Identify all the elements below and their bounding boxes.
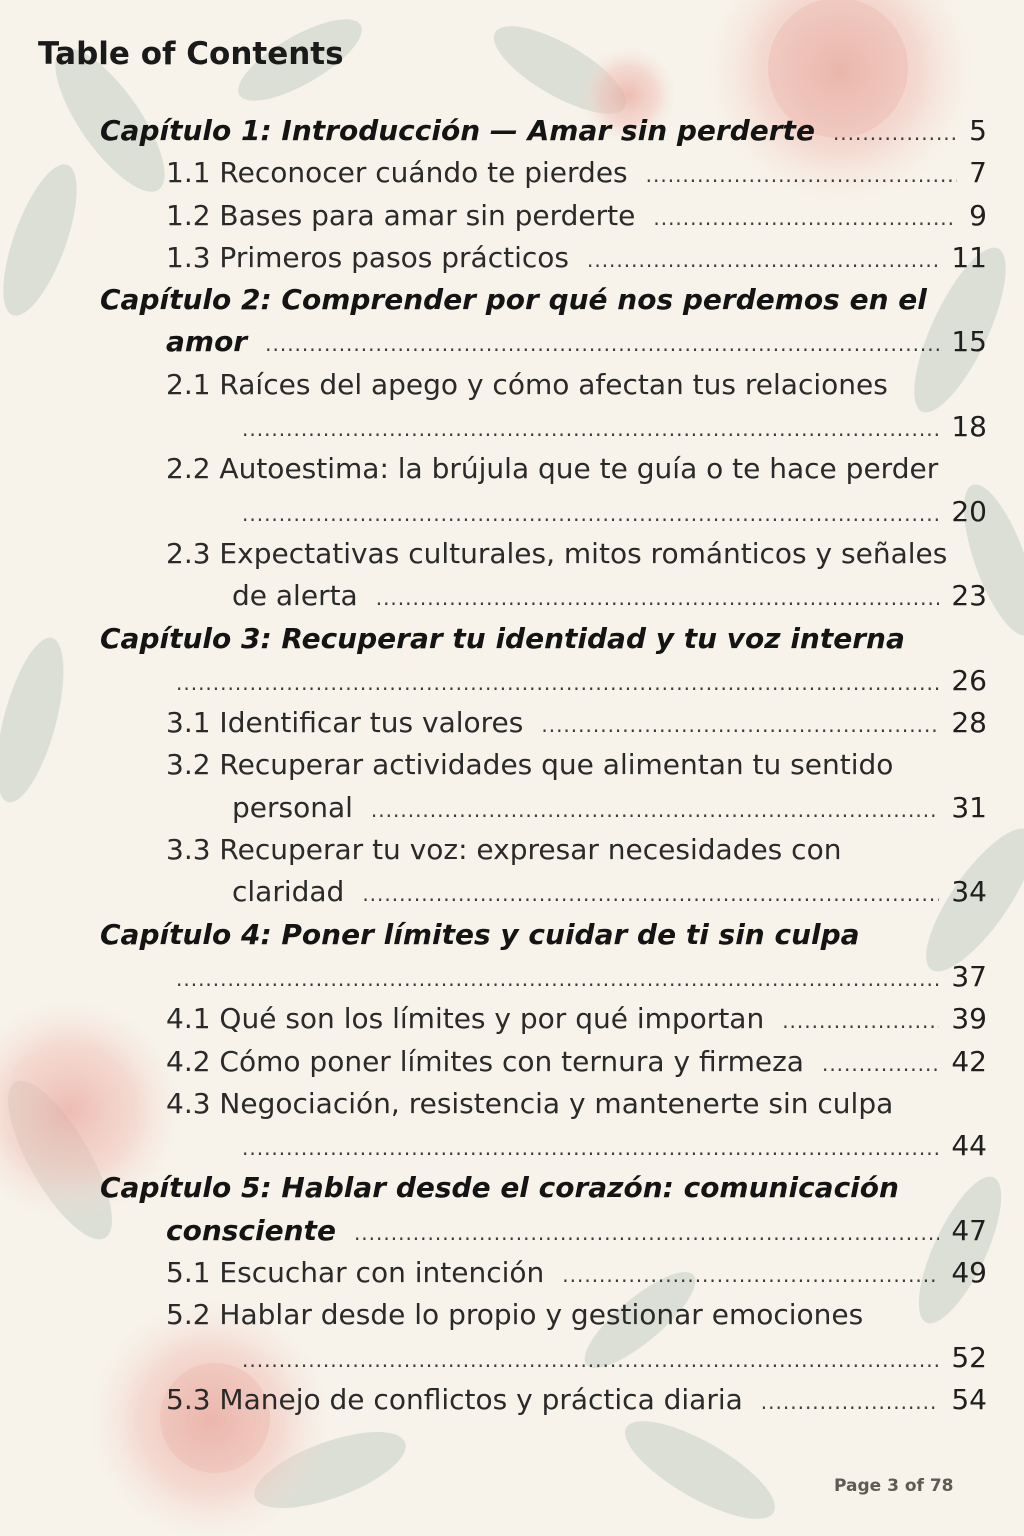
toc-entry-line — [100, 914, 987, 956]
toc-leader-and-page — [822, 1041, 987, 1083]
dot-leader — [833, 112, 957, 154]
toc-entry-line — [100, 110, 987, 152]
toc-page-number: 34 — [951, 875, 987, 909]
toc-entry-title: amor — [166, 325, 248, 359]
toc-entry-title: 3.2 Recuperar actividades que alimentan tu sentido — [166, 748, 894, 782]
toc-leader-and-page — [176, 660, 987, 702]
toc-entry-title: 5.3 Manejo de conflictos y práctica diaria — [166, 1382, 743, 1416]
toc-entry-line — [100, 787, 987, 829]
toc-entry-title: Capítulo 3: Recuperar tu identidad y tu voz interna — [100, 621, 905, 655]
toc-entry-line — [100, 829, 987, 871]
toc-section-entry[interactable] — [100, 1083, 987, 1168]
toc-entry-title: 2.3 Expectativas culturales, mitos románticos y señales — [166, 536, 948, 570]
toc-leader-and-page — [376, 575, 987, 617]
toc-entry-title: de alerta — [232, 579, 358, 613]
toc-entry-line — [100, 533, 987, 575]
toc-chapter-entry[interactable] — [100, 1167, 987, 1252]
toc-leader-and-page — [265, 321, 987, 363]
dot-leader — [176, 958, 939, 1000]
toc-leader-and-page — [646, 152, 987, 194]
dot-leader — [176, 662, 939, 704]
dot-leader — [782, 1000, 939, 1042]
toc-entry-title: personal — [232, 790, 353, 824]
toc-section-entry[interactable] — [100, 364, 987, 449]
toc-page-number: 37 — [951, 959, 987, 993]
dot-leader — [653, 197, 957, 239]
toc-entry-title: 2.1 Raíces del apego y cómo afectan tus relaciones — [166, 367, 888, 401]
dot-leader — [587, 239, 939, 281]
toc-entry-title: Capítulo 2: Comprender por qué nos perdemos en el — [100, 283, 927, 317]
toc-leader-and-page — [761, 1379, 987, 1421]
toc-section-entry[interactable] — [100, 702, 987, 744]
toc-entry-title: 1.2 Bases para amar sin perderte — [166, 198, 636, 232]
toc-entry-line — [100, 406, 987, 448]
dot-leader — [265, 323, 939, 365]
toc-leader-and-page — [562, 1252, 987, 1294]
toc-page-number: 47 — [951, 1213, 987, 1247]
toc-page-number: 9 — [969, 198, 987, 232]
toc-entry-line — [100, 1379, 987, 1421]
toc-entry-line — [100, 491, 987, 533]
toc-page-number: 18 — [951, 410, 987, 444]
toc-entry-title: 2.2 Autoestima: la brújula que te guía o te hace perder — [166, 452, 939, 486]
toc-page-number: 11 — [951, 240, 987, 274]
toc-leader-and-page — [541, 702, 987, 744]
toc-entry-line — [100, 1125, 987, 1167]
toc-page-number: 5 — [969, 114, 987, 147]
dot-leader — [541, 704, 939, 746]
toc-section-entry[interactable] — [100, 1379, 987, 1421]
toc-leader-and-page — [782, 998, 987, 1040]
toc-entry-title: 5.1 Escuchar con intención — [166, 1256, 545, 1290]
toc-entry-title: claridad — [232, 875, 345, 909]
toc-entry-title: 3.1 Identificar tus valores — [166, 706, 524, 740]
toc-entry-line — [100, 660, 987, 702]
toc-entry-line — [100, 1041, 987, 1083]
toc-entry-line — [100, 871, 987, 913]
toc-leader-and-page — [176, 956, 987, 998]
toc-section-entry[interactable] — [100, 829, 987, 914]
toc-leader-and-page — [242, 1337, 987, 1379]
toc-leader-and-page — [371, 787, 987, 829]
toc-leader-and-page — [242, 491, 987, 533]
page-number-footer: Page 3 of 78 — [834, 1476, 954, 1496]
toc-entry-line — [100, 575, 987, 617]
toc-entry-line — [100, 195, 987, 237]
toc-entry-line — [100, 1210, 987, 1252]
toc-entry-line — [100, 364, 987, 406]
dot-leader — [242, 1339, 939, 1381]
toc-entry-title: 1.3 Primeros pasos prácticos — [166, 240, 569, 274]
toc-page-number: 20 — [951, 494, 987, 528]
toc-page-number: 54 — [951, 1382, 987, 1416]
toc-entry-line — [100, 744, 987, 786]
toc-page-number: 31 — [951, 790, 987, 824]
toc-chapter-entry[interactable] — [100, 279, 987, 364]
dot-leader — [376, 577, 940, 619]
toc-page-number: 26 — [951, 663, 987, 697]
toc-section-entry[interactable] — [100, 533, 987, 618]
toc-section-entry[interactable] — [100, 152, 987, 194]
toc-title: Table of Contents — [38, 36, 344, 72]
dot-leader — [242, 408, 939, 450]
toc-leader-and-page — [587, 237, 987, 279]
toc-section-entry[interactable] — [100, 1294, 987, 1379]
toc-entry-title: 1.1 Reconocer cuándo te pierdes — [166, 156, 628, 190]
dot-leader — [242, 1127, 939, 1169]
toc-entry-line — [100, 1337, 987, 1379]
toc-page-number: 52 — [951, 1340, 987, 1374]
toc-leader-and-page — [653, 195, 987, 237]
toc-section-entry[interactable] — [100, 1041, 987, 1083]
toc-entry-line — [100, 237, 987, 279]
dot-leader — [761, 1381, 940, 1423]
toc-entry-line — [100, 1167, 987, 1209]
dot-leader — [362, 873, 939, 915]
toc-leader-and-page — [242, 406, 987, 448]
dot-leader — [822, 1043, 939, 1085]
toc-entry-line — [100, 998, 987, 1040]
toc-page-number: 49 — [951, 1256, 987, 1290]
dot-leader — [562, 1254, 939, 1296]
toc-entry-line — [100, 279, 987, 321]
toc-entry-line — [100, 702, 987, 744]
toc-section-entry[interactable] — [100, 744, 987, 829]
toc-leader-and-page — [833, 110, 987, 152]
dot-leader — [242, 493, 939, 535]
toc-page-number: 28 — [951, 706, 987, 740]
dot-leader — [354, 1212, 939, 1254]
toc-leader-and-page — [354, 1210, 987, 1252]
toc-entry-title: 5.2 Hablar desde lo propio y gestionar emociones — [166, 1298, 864, 1332]
toc-entry-line — [100, 152, 987, 194]
toc-section-entry[interactable] — [100, 1252, 987, 1294]
toc-leader-and-page — [242, 1125, 987, 1167]
toc-entry-line — [100, 321, 987, 363]
toc-chapter-entry[interactable] — [100, 618, 987, 703]
toc-chapter-entry[interactable] — [100, 110, 987, 152]
toc-entry-line — [100, 1083, 987, 1125]
toc-chapter-entry[interactable] — [100, 914, 987, 999]
toc-page-number: 7 — [969, 156, 987, 190]
toc-entry-title: 3.3 Recuperar tu voz: expresar necesidades con — [166, 833, 842, 867]
toc-entry-title: 4.1 Qué son los límites y por qué importan — [166, 1002, 765, 1036]
toc-page-number: 23 — [951, 579, 987, 613]
toc-page-number: 15 — [951, 325, 987, 359]
toc-entry-title: Capítulo 5: Hablar desde el corazón: comunicación — [100, 1171, 899, 1205]
toc-page-number: 42 — [951, 1044, 987, 1078]
toc-entry-title: 4.3 Negociación, resistencia y mantenerte sin culpa — [166, 1086, 894, 1120]
toc-entry-line — [100, 956, 987, 998]
toc-entry-line — [100, 1294, 987, 1336]
dot-leader — [646, 154, 958, 196]
toc-entry-title: Capítulo 1: Introducción — Amar sin perderte — [100, 114, 815, 147]
toc-entry-line — [100, 448, 987, 490]
toc-entry-title: Capítulo 4: Poner límites y cuidar de ti sin culpa — [100, 917, 860, 951]
toc-section-entry[interactable] — [100, 448, 987, 533]
toc-entry-line — [100, 1252, 987, 1294]
toc-section-entry[interactable] — [100, 237, 987, 279]
toc-page-number: 39 — [951, 1002, 987, 1036]
dot-leader — [371, 789, 939, 831]
toc-entry-title: 4.2 Cómo poner límites con ternura y firmeza — [166, 1044, 804, 1078]
toc-list — [100, 110, 987, 1421]
toc-page-number: 44 — [951, 1129, 987, 1163]
toc-leader-and-page — [362, 871, 987, 913]
toc-section-entry[interactable] — [100, 998, 987, 1040]
toc-section-entry[interactable] — [100, 195, 987, 237]
toc-entry-line — [100, 618, 987, 660]
toc-entry-title: consciente — [166, 1213, 336, 1247]
